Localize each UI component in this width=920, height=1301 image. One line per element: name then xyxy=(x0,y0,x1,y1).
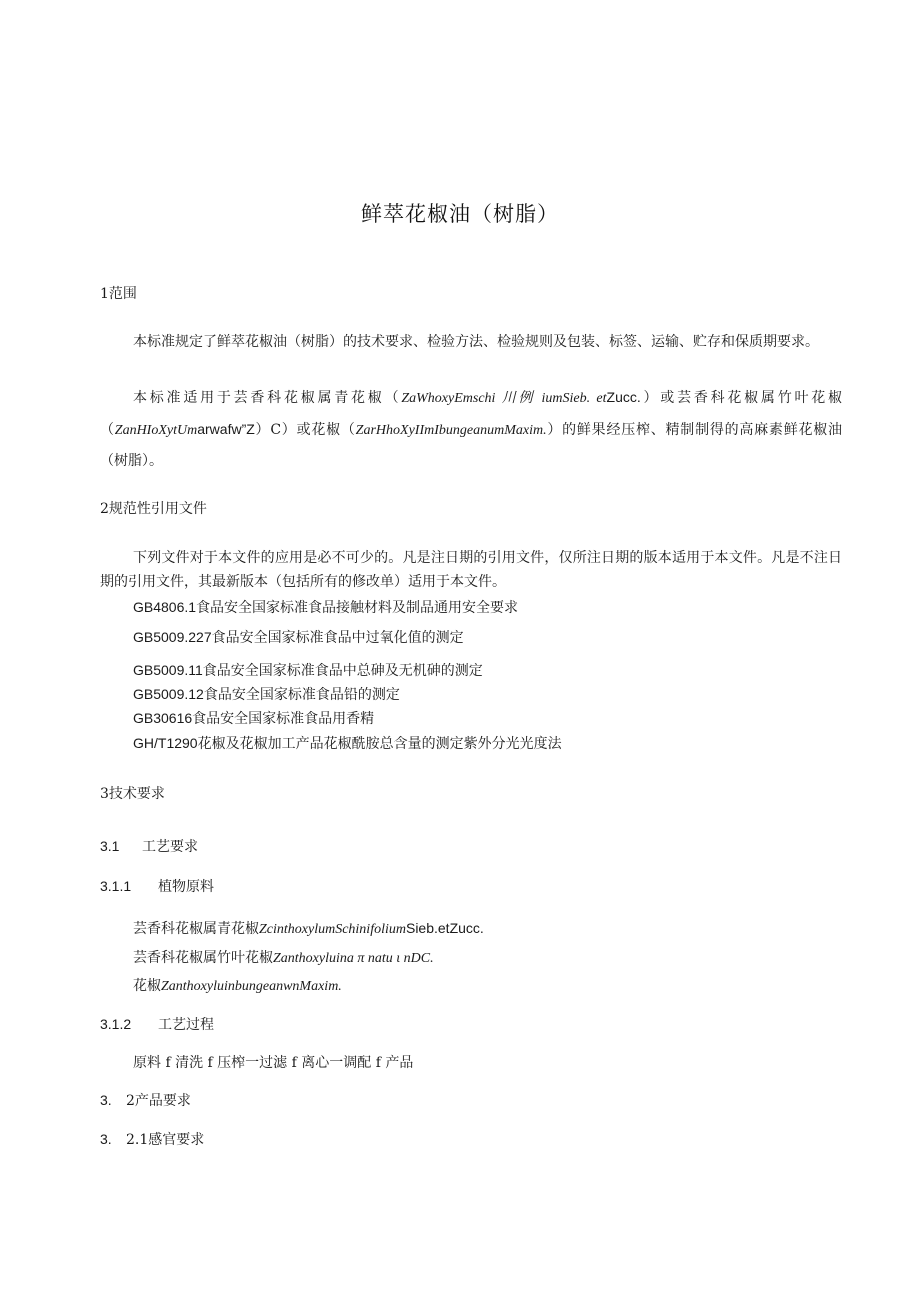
reference-code: GB5009.227 xyxy=(133,629,212,645)
reference-text: 食品安全国家标准食品接触材料及制品通用安全要求 xyxy=(196,600,519,616)
section-1-heading: 1范围 xyxy=(100,286,137,302)
material-author: Sieb.etZucc. xyxy=(405,920,484,936)
section-label: 2产品要求 xyxy=(126,1093,191,1109)
process-flow: 原料 f 清洗 f 压榨一过滤 f 离心一调配 f 产品 xyxy=(133,1055,414,1071)
para2-part-g: ）C）或花椒（ xyxy=(254,422,356,438)
section-number: 3.1 xyxy=(100,838,120,854)
section-3-2-1-heading xyxy=(100,1129,204,1149)
material-item xyxy=(133,975,342,995)
reference-text: 食品安全国家标准食品中总砷及无机砷的测定 xyxy=(202,663,483,679)
section-label: 工艺过程 xyxy=(158,1017,214,1033)
material-item xyxy=(133,918,484,938)
section-1-paragraph-2 xyxy=(100,382,842,476)
section-2-paragraph-1: 下列文件对于本文件的应用是必不可少的。凡是注日期的引用文件，仅所注日期的版本适用于本文件。凡是不注日期的引用文件，其最新版本（包括所有的修改单）适用于本文件。 xyxy=(100,550,842,590)
reference-item xyxy=(133,733,562,753)
para2-latin-3: ZarHhoXyIImIbungeanumMaxim. xyxy=(355,423,547,438)
reference-item xyxy=(133,597,518,617)
para2-latin-1: ZaWhoxyEmschi 川例 iumSieb. et xyxy=(401,391,607,406)
section-number: 3.1.2 xyxy=(100,1016,132,1032)
reference-code: GB4806.1 xyxy=(133,599,197,615)
section-3-2-heading xyxy=(100,1090,191,1110)
section-number: 3. xyxy=(100,1131,112,1147)
reference-item xyxy=(133,708,374,728)
reference-code: GH/T1290 xyxy=(133,735,198,751)
reference-code: GB30616 xyxy=(133,710,193,726)
material-item xyxy=(133,947,434,967)
reference-item xyxy=(133,684,400,704)
reference-item xyxy=(133,660,483,680)
para2-part-d: ）或芸香科花椒属竹叶花椒（ xyxy=(100,390,843,438)
para2-author-1: Zucc. xyxy=(606,389,641,405)
section-3-1-heading xyxy=(100,836,198,856)
reference-text: 食品安全国家标准食品用香精 xyxy=(192,711,375,727)
section-number: 3. xyxy=(100,1092,112,1108)
material-latin-name: ZanthoxyluinbungeanwnMaxim. xyxy=(161,979,342,994)
reference-text: 花椒及花椒加工产品花椒酰胺总含量的测定紫外分光光度法 xyxy=(197,736,562,752)
section-number: 3.1.1 xyxy=(100,878,132,894)
para2-part-a: 本标准适用于芸香科花椒属青花椒（ xyxy=(133,390,402,406)
material-cn-name: 芸香科花椒属青花椒 xyxy=(133,921,259,937)
reference-text: 食品安全国家标准食品铅的测定 xyxy=(203,687,400,703)
material-cn-name: 芸香科花椒属竹叶花椒 xyxy=(133,950,273,966)
section-label: 工艺要求 xyxy=(142,839,198,855)
section-2-heading: 2规范性引用文件 xyxy=(100,501,207,517)
section-label: 2.1感官要求 xyxy=(126,1132,205,1148)
page-title: 鲜萃花椒油（树脂） xyxy=(361,202,559,226)
para2-latin-2b: arwafw”Z xyxy=(197,421,255,437)
section-1-paragraph-1: 本标准规定了鲜萃花椒油（树脂）的技术要求、检验方法、检验规则及包装、标签、运输、贮存和保质期要求。 xyxy=(133,334,819,350)
reference-item xyxy=(133,627,464,647)
material-cn-name: 花椒 xyxy=(133,978,161,994)
reference-code: GB5009.11 xyxy=(133,662,203,678)
section-label: 植物原料 xyxy=(158,879,214,895)
material-latin-name: ZcinthoxylumSchinifolium xyxy=(259,922,406,937)
reference-code: GB5009.12 xyxy=(133,686,204,702)
section-3-heading: 3技术要求 xyxy=(100,786,165,802)
material-latin-name: Zanthoxyluina π natu ι nDC. xyxy=(273,951,434,966)
para2-part-i: ）的鲜果经压榨、精制制得的高麻素鲜花椒油（树脂）。 xyxy=(100,422,843,469)
reference-text: 食品安全国家标准食品中过氧化值的测定 xyxy=(211,630,464,646)
para2-latin-2: ZanHIoXytUm xyxy=(114,423,198,438)
section-3-1-1-heading xyxy=(100,876,214,896)
section-3-1-2-heading xyxy=(100,1014,214,1034)
